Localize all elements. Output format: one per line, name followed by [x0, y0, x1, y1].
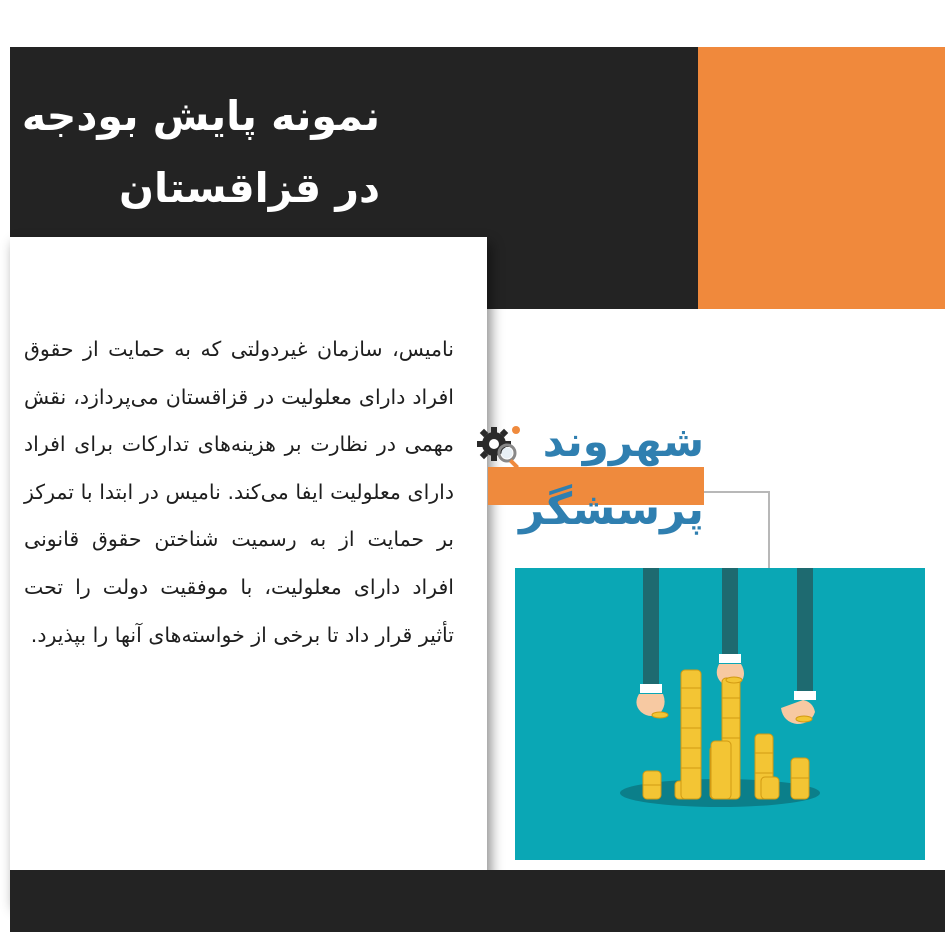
footer-dark-panel: [10, 870, 945, 932]
arm-left: [636, 568, 664, 716]
orange-accent-block: [698, 47, 945, 309]
logo-text-line-2: پرسشگر: [519, 484, 704, 535]
body-paragraph: نامیس، سازمان غیردولتی که به حمایت از حقوق افراد دارای معلولیت در قزاقستان می‌پردازد، نقش مهمی در نظارت بر هزینه‌های تدارکات برای افراد دارای معلولیت ایفا می‌کند. نامیس در ابتدا با تمرکز بر حمایت از به رسمیت شناختن حقوق قانونی افراد دارای معلولیت، با موفقیت دولت را تحت تأثیر قرار داد تا برخی از خواسته‌های آنها را بپذیرد.: [24, 337, 454, 647]
connector-line-vertical: [768, 491, 770, 569]
coins-illustration: [515, 568, 925, 860]
logo-text-line-1: شهروند: [542, 417, 704, 466]
post-title-line-1: نمونه پایش بودجه: [21, 92, 380, 140]
arm-middle: [717, 568, 744, 687]
hands-stacking-coins-illustration: [515, 568, 925, 860]
post-title-line-2: در قزاقستان: [118, 164, 380, 212]
gear-magnifier-icon: [474, 422, 522, 470]
post-title: [0, 80, 380, 224]
arm-right: [781, 568, 816, 724]
brand-logo: [470, 412, 710, 562]
